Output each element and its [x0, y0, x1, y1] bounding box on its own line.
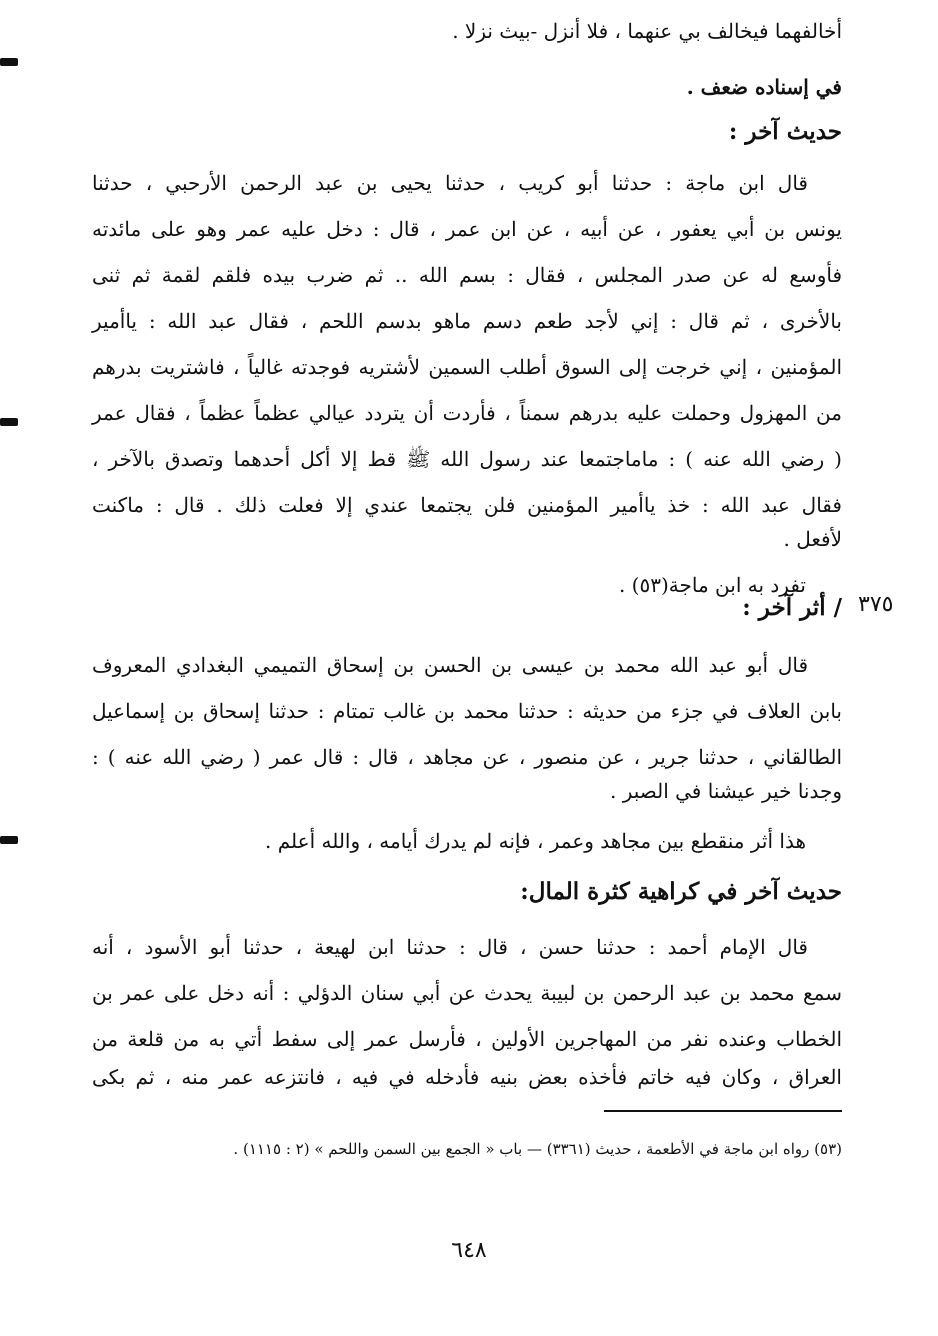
text-line: يونس بن أبي يعفور ، عن أبيه ، عن ابن عمر ، قال : دخل عليه عمر وهو على مائدته: [92, 217, 842, 241]
text-line: قال الإمام أحمد : حدثنا حسن ، قال : حدثنا ابن لهيعة ، حدثنا أبو الأسود ، أنه: [92, 935, 808, 959]
binding-mark: [0, 58, 18, 66]
binding-mark: [0, 836, 18, 844]
page-number: ٦٤٨: [451, 1238, 487, 1263]
text-line: لأفعل .: [783, 527, 842, 551]
footnote: (٥٣) رواه ابن ماجة في الأطعمة ، حديث (٣٣٦١) — باب « الجمع بين السمن واللحم » (٢ : ١١١٥) .: [233, 1140, 842, 1158]
text-line: فقال عبد الله : خذ ياأمير المؤمنين فلن يجتمعا عندي إلا فعلت ذلك . قال : ماكنت: [92, 493, 842, 517]
text-line: سمع محمد بن عبد الرحمن بن لبيبة يحدث عن أبي سنان الدؤلي : أنه دخل على عمر بن: [92, 981, 842, 1005]
margin-number: ٣٧٥: [858, 592, 894, 617]
text-line: بابن العلاف في جزء من حديثه : حدثنا محمد بن غالب تمتام : حدثنا إسحاق بن إسماعيل: [92, 699, 842, 723]
text-line: فأوسع له عن صدر المجلس ، فقال : بسم الله .. ثم ضرب بيده فلقم لقمة ثم ثنى: [92, 263, 843, 287]
text-line: بالأخرى ، ثم قال : إني لأجد طعم دسم ماهو بدسم اللحم ، فقال عبد الله : ياأمير: [92, 309, 842, 333]
text-line: الطالقاني ، حدثنا جرير ، عن منصور ، عن مجاهد ، قال : قال عمر ( رضي الله عنه ) :: [92, 745, 842, 769]
text-line: الخطاب وعنده نفر من المهاجرين الأولين ، فأرسل عمر إلى سفط أتي به من قلعة من: [92, 1027, 842, 1051]
section-heading: حديث آخر في كراهية كثرة المال:: [520, 878, 842, 905]
section-heading: حديث آخر :: [728, 118, 842, 145]
binding-mark: [0, 418, 18, 426]
text-line: هذا أثر منقطع بين مجاهد وعمر ، فإنه لم يدرك أيامه ، والله أعلم .: [264, 829, 806, 853]
text-line: قال ابن ماجة : حدثنا أبو كريب ، حدثنا يحيى بن عبد الرحمن الأرحبي ، حدثنا: [92, 171, 808, 195]
text-line: وجدنا خير عيشنا في الصبر .: [610, 779, 842, 803]
text-line: العراق ، وكان فيه خاتم فأخذه بعض بنيه فأدخله في فيه ، فانتزعه عمر منه ، ثم بكى: [92, 1065, 842, 1089]
section-heading: / أثر آخر :: [742, 594, 842, 621]
text-line: في إسناده ضعف .: [686, 75, 842, 99]
text-line: المؤمنين ، إني خرجت إلى السوق أطلب السمين لأشتريه فوجدته غالياً ، فاشتريت بدرهم: [92, 355, 842, 379]
text-line: أخالفهما فيخالف بي عنهما ، فلا أنزل -بيث نزلا .: [452, 19, 842, 43]
text-line: تفرد به ابن ماجة(٥٣) .: [618, 573, 806, 597]
text-line: من المهزول وحملت عليه بدرهم سمناً ، فأردت أن يتردد عيالي عظماً عظماً ، فقال عمر: [92, 401, 842, 425]
footnote-separator: [604, 1110, 842, 1112]
text-line: قال أبو عبد الله محمد بن عيسى بن الحسن بن إسحاق التميمي البغدادي المعروف: [92, 653, 808, 677]
text-line: ( رضي الله عنه ) : ماماجتمعا عند رسول الله ﷺ قط إلا أكل أحدهما وتصدق بالآخر ،: [92, 447, 842, 471]
